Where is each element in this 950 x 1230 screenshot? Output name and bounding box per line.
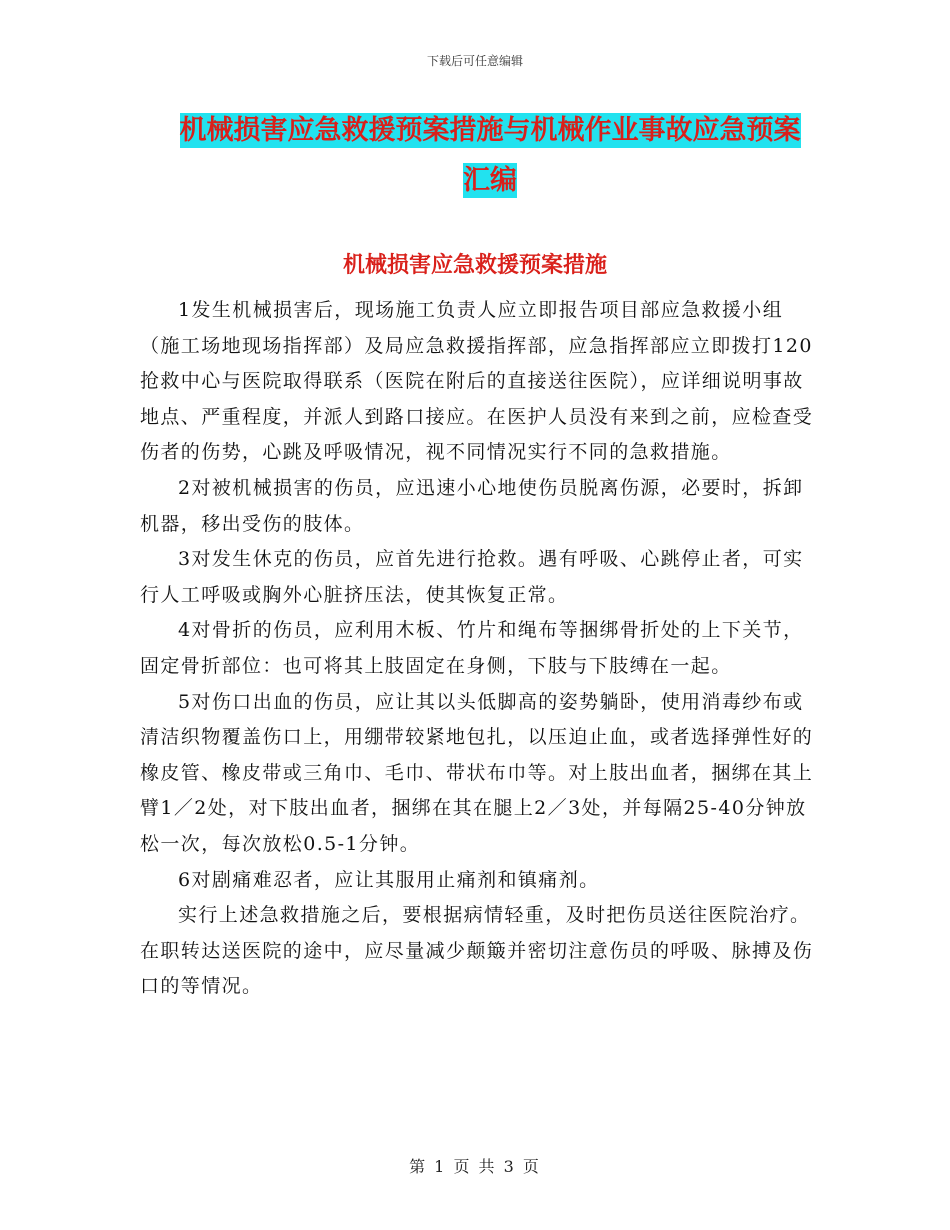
paragraph-1: 1发生机械损害后，现场施工负责人应立即报告项目部应急救援小组（施工场地现场指挥部）及局应急救援指挥部，应急指挥部应立即拨打120抢救中心与医院取得联系（医院在附后的直接送往医院），应详细说明事故地点、严重程度，并派人到路口接应。在医护人员没有来到之前，应检查受伤者的伤势，心跳及呼吸情况，视不同情况实行不同的急救措施。	[140, 299, 814, 464]
paragraph-7: 实行上述急救措施之后，要根据病情轻重，及时把伤员送往医院治疗。在职转达送医院的途中，应尽量减少颠簸并密切注意伤员的呼吸、脉搏及伤口的等情况。	[140, 904, 814, 998]
document-title	[140, 106, 840, 206]
paragraph-3: 3对发生休克的伤员，应首先进行抢救。遇有呼吸、心跳停止者，可实行人工呼吸或胸外心脏挤压法，使其恢复正常。	[140, 548, 804, 606]
paragraph-6: 6对剧痛难忍者，应让其服用止痛剂和镇痛剂。	[178, 868, 600, 891]
section-title: 机械损害应急救援预案措施	[342, 253, 607, 278]
page-footer: 第 1 页 共 3 页	[409, 1157, 541, 1176]
paragraph-5: 5对伤口出血的伤员，应让其以头低脚高的姿势躺卧，使用消毒纱布或清洁织物覆盖伤口上，用绷带较紧地包扎，以压迫止血，或者选择弹性好的橡皮管、橡皮带或三角巾、毛巾、带状布巾等。对上肢出血者，捆绑在其上臂1／2处，对下肢出血者，捆绑在其在腿上2／3处，并每隔25-40分钟放松一次，每次放松0.5-1分钟。	[140, 690, 814, 855]
paragraph-4: 4对骨折的伤员，应利用木板、竹片和绳布等捆绑骨折处的上下关节，固定骨折部位：也可将其上肢固定在身侧，下肢与下肢缚在一起。	[140, 619, 804, 677]
document-title-line-2: 汇编	[463, 165, 517, 196]
paragraph-2: 2对被机械损害的伤员，应迅速小心地使伤员脱离伤源，必要时，拆卸机器，移出受伤的肢体。	[140, 476, 804, 535]
document-title-line-1: 机械损害应急救援预案措施与机械作业事故应急预案	[179, 115, 801, 146]
document-body	[140, 293, 820, 1005]
page-header-note: 下载后可任意编辑	[426, 54, 523, 68]
